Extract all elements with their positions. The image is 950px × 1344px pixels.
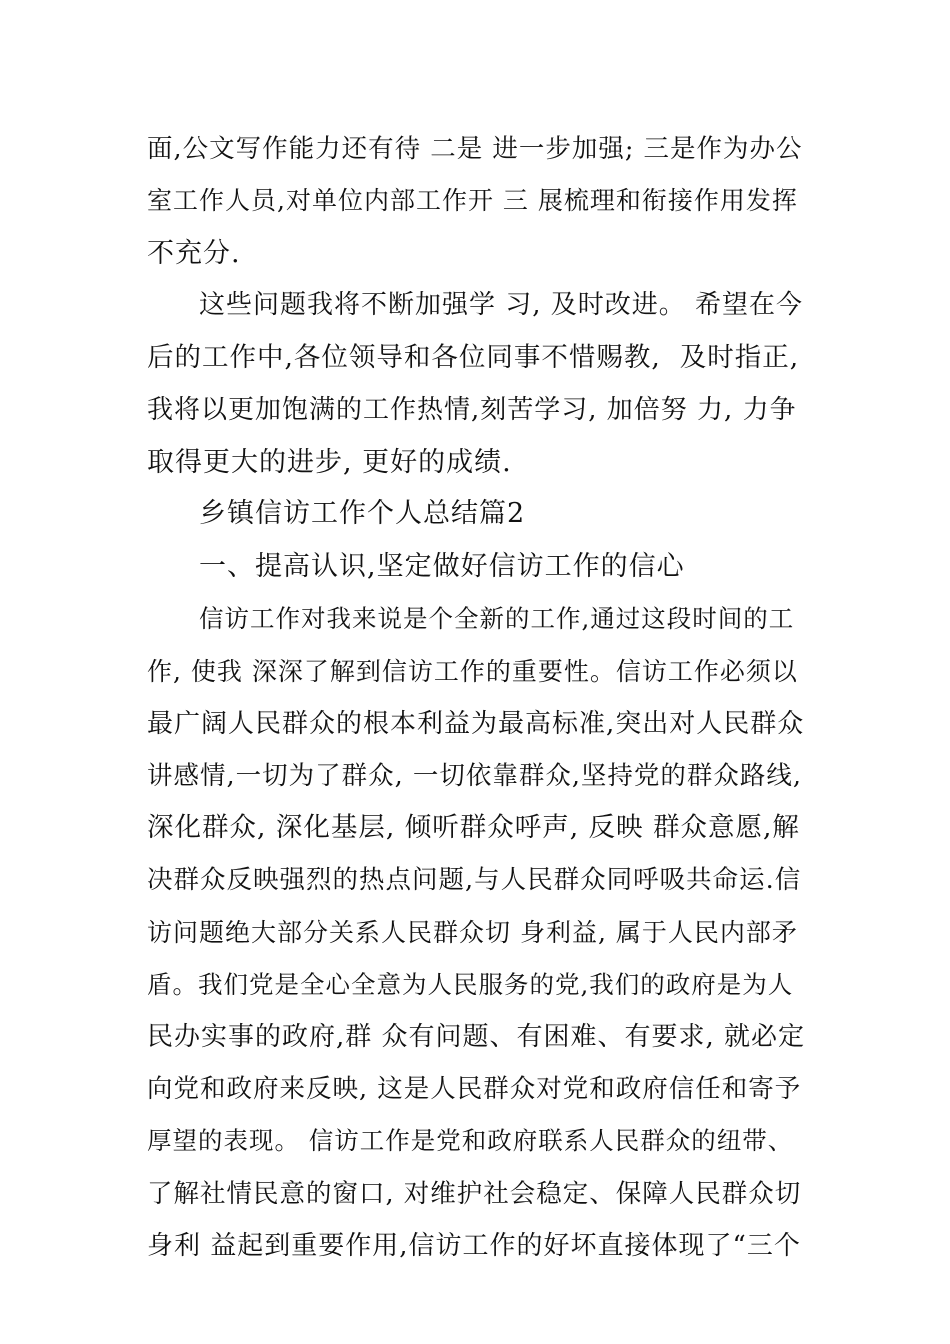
text-line: 信访工作对我来说是个全新的工作,通过这段时间的工: [199, 604, 795, 633]
text-line: 了解社情民意的窗口, 对维护社会稳定、保障人民群众切: [147, 1179, 802, 1209]
text-line: 访问题绝大部分关系人民群众切 身利益, 属于人民内部矛: [147, 918, 798, 947]
text-line: 我将以更加饱满的工作热情,刻苦学习, 加倍努 力, 力争: [147, 395, 797, 425]
text-line: 讲感情,一切为了群众, 一切依靠群众,坚持党的群众路线,: [147, 761, 803, 791]
text-line: 不充分.: [147, 238, 241, 269]
text-line: 民办实事的政府,群 众有问题、有困难、有要求, 就必定: [147, 1022, 806, 1052]
text-line: 后的工作中,各位领导和各位同事不惜赐教, 及时指正,: [147, 342, 800, 373]
section-heading: 一、提高认识,坚定做好信访工作的信心: [199, 551, 685, 582]
text-line: 最广阔人民群众的根本利益为最高标准,突出对人民群众: [147, 709, 805, 739]
text-line: 室工作人员,对单位内部工作开 三 展梳理和衔接作用发挥: [147, 186, 798, 215]
text-line: 厚望的表现。 信访工作是党和政府联系人民群众的纽带、: [147, 1126, 794, 1155]
text-line: 盾。我们党是全心全意为人民服务的党,我们的政府是为人: [147, 970, 794, 999]
text-line: 这些问题我将不断加强学 习, 及时改进。 希望在今: [199, 290, 804, 320]
text-line: 身利 益起到重要作用,信访工作的好坏直接体现了“三个: [147, 1231, 801, 1261]
text-line: 决群众反映强烈的热点问题,与人民群众同呼吸共命运.信: [147, 865, 802, 895]
text-line: 取得更大的进步, 更好的成绩.: [147, 447, 512, 478]
text-line: 面,公文写作能力还有待 二是 进一步加强; 三是作为办公: [147, 134, 803, 164]
text-line: 深化群众, 深化基层, 倾听群众呼声, 反映 群众意愿,解: [147, 812, 800, 843]
section-title: 乡镇信访工作个人总结篇2: [199, 498, 526, 529]
text-line: 作, 使我 深深了解到信访工作的重要性。信访工作必须以: [147, 657, 798, 686]
text-line: 向党和政府来反映, 这是人民群众对党和政府信任和寄予: [147, 1074, 802, 1104]
